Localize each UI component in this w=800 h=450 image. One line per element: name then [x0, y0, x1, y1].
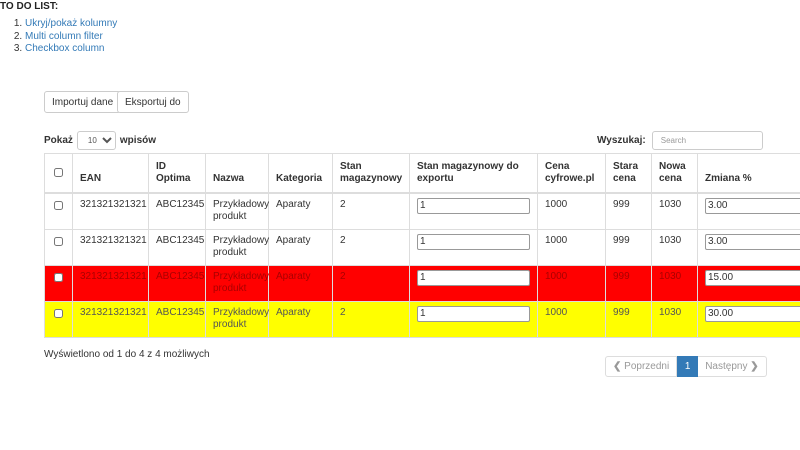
cell-nazwa: Przykładowy produkt: [206, 193, 269, 230]
cell-zmiana: [698, 193, 800, 230]
cell-ean: 321321321321: [73, 229, 149, 265]
products-table: [44, 153, 800, 338]
cell-zmiana: [698, 301, 800, 337]
cell-stara-cena: 999: [606, 301, 652, 337]
column-header-ean[interactable]: EAN: [73, 154, 149, 193]
column-header-kategoria[interactable]: Kategoria: [269, 154, 333, 193]
cell-stara-cena: 999: [606, 265, 652, 301]
cell-stan: 2: [333, 265, 410, 301]
cell-ean: 321321321321: [73, 301, 149, 337]
pagination-next-label: Następny: [705, 361, 748, 372]
search-label: Wyszukaj:: [597, 135, 646, 146]
cell-stan-export: [410, 193, 538, 230]
todo-link-checkbox-column[interactable]: Checkbox column: [25, 43, 105, 54]
cell-id-optima: ABC12345: [149, 265, 206, 301]
todo-link-multi-column-filter[interactable]: Multi column filter: [25, 30, 103, 42]
cell-ean: 321321321321: [73, 265, 149, 301]
cell-stara-cena: 999: [606, 193, 652, 230]
page-length-prefix: Pokaż: [44, 135, 73, 146]
cell-cena: 1000: [538, 229, 606, 265]
column-header-stan-export[interactable]: Stan magazynowy do exportu: [410, 154, 538, 193]
todo-item: [25, 43, 117, 56]
cell-nowa-cena: 1030: [652, 301, 698, 337]
cell-kategoria: Aparaty: [269, 193, 333, 230]
cell-stan: 2: [333, 193, 410, 230]
todo-list: [0, 18, 117, 56]
zmiana-input[interactable]: [705, 306, 800, 322]
select-all-cell: [45, 154, 73, 193]
pagination: [605, 356, 767, 377]
row-checkbox[interactable]: [54, 273, 63, 282]
page-length-select[interactable]: [77, 131, 116, 150]
page-length-control: [44, 131, 156, 150]
cell-cena: 1000: [538, 265, 606, 301]
cell-stan-export: [410, 265, 538, 301]
cell-nazwa: Przykładowy produkt: [206, 301, 269, 337]
pagination-next[interactable]: [698, 356, 766, 377]
pagination-previous[interactable]: [605, 356, 677, 377]
cell-stan-export: [410, 301, 538, 337]
stan-export-input[interactable]: [417, 270, 530, 286]
table-row-highlight-red: [45, 265, 800, 301]
cell-nowa-cena: 1030: [652, 265, 698, 301]
cell-kategoria: Aparaty: [269, 229, 333, 265]
cell-kategoria: Aparaty: [269, 301, 333, 337]
cell-stara-cena: 999: [606, 229, 652, 265]
pagination-page-current[interactable]: 1: [677, 356, 698, 377]
pagination-previous-label: Poprzedni: [624, 361, 670, 372]
stan-export-input[interactable]: [417, 306, 530, 322]
zmiana-input[interactable]: [705, 198, 800, 214]
cell-zmiana: [698, 265, 800, 301]
column-header-nowa-cena[interactable]: Nowa cena: [652, 154, 698, 193]
cell-ean: 321321321321: [73, 193, 149, 230]
column-header-stara-cena[interactable]: Stara cena: [606, 154, 652, 193]
todo-item: [25, 18, 117, 31]
todo-link-hide-show-columns[interactable]: Ukryj/pokaż kolumny: [25, 18, 118, 29]
table-row: [45, 193, 800, 230]
column-header-stan[interactable]: Stan magazynowy: [333, 154, 410, 193]
column-header-zmiana[interactable]: Zmiana %: [698, 154, 800, 193]
table-row: [45, 229, 800, 265]
export-button[interactable]: Eksportuj do: [117, 91, 189, 113]
cell-stan: 2: [333, 301, 410, 337]
cell-stan: 2: [333, 229, 410, 265]
cell-nazwa: Przykładowy produkt: [206, 265, 269, 301]
todo-item: [25, 31, 117, 44]
stan-export-input[interactable]: [417, 234, 530, 250]
table-row-highlight-yellow: [45, 301, 800, 337]
search-control: [597, 131, 763, 150]
column-header-id-optima[interactable]: ID Optima: [149, 154, 206, 193]
cell-id-optima: ABC12345: [149, 229, 206, 265]
column-header-nazwa[interactable]: Nazwa: [206, 154, 269, 193]
zmiana-input[interactable]: [705, 270, 800, 286]
row-checkbox[interactable]: [54, 237, 63, 246]
select-all-checkbox[interactable]: [54, 168, 63, 177]
cell-cena: 1000: [538, 193, 606, 230]
cell-id-optima: ABC12345: [149, 193, 206, 230]
cell-stan-export: [410, 229, 538, 265]
zmiana-input[interactable]: [705, 234, 800, 250]
stan-export-input[interactable]: [417, 198, 530, 214]
row-checkbox[interactable]: [54, 309, 63, 318]
chevron-left-icon: ❮: [613, 361, 625, 372]
cell-kategoria: Aparaty: [269, 265, 333, 301]
todo-title: TO DO LIST:: [0, 1, 59, 12]
row-select-cell: [45, 193, 73, 230]
row-select-cell: [45, 229, 73, 265]
page-length-suffix: wpisów: [119, 135, 157, 146]
table-header-row: [45, 154, 800, 193]
column-header-cena[interactable]: Cena cyfrowe.pl: [538, 154, 606, 193]
cell-nowa-cena: 1030: [652, 193, 698, 230]
search-input[interactable]: [652, 131, 763, 150]
table-info: Wyświetlono od 1 do 4 z 4 możliwych: [44, 349, 210, 360]
cell-zmiana: [698, 229, 800, 265]
import-button[interactable]: Importuj dane: [44, 91, 121, 113]
chevron-right-icon: ❯: [747, 361, 759, 372]
cell-nowa-cena: 1030: [652, 229, 698, 265]
row-checkbox[interactable]: [54, 201, 63, 210]
row-select-cell: [45, 301, 73, 337]
cell-id-optima: ABC12345: [149, 301, 206, 337]
cell-cena: 1000: [538, 301, 606, 337]
row-select-cell: [45, 265, 73, 301]
cell-nazwa: Przykładowy produkt: [206, 229, 269, 265]
